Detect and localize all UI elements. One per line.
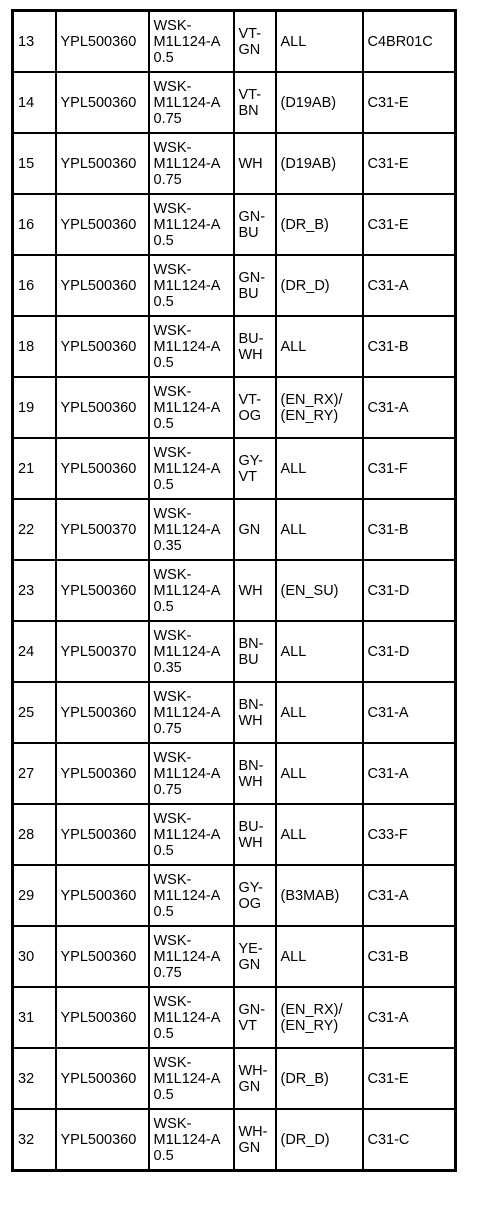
table-row — [13, 194, 456, 255]
part-number-cell: YPL500370 — [56, 499, 149, 560]
wire-spec-line: M1L124-A — [153, 33, 221, 50]
wire-spec-line: WSK- — [153, 17, 192, 34]
wire-spec-line: WSK- — [153, 871, 192, 888]
table-row — [13, 1048, 456, 1109]
variant-line: ALL — [280, 338, 307, 355]
wire-color-line: WH — [238, 582, 263, 599]
part-number-cell: YPL500360 — [56, 194, 149, 255]
wire-color-line: GY- — [238, 879, 263, 896]
wire-spec-cell — [149, 804, 234, 865]
wire-color-line: BU — [238, 285, 259, 302]
wire-spec-line: 0.5 — [153, 842, 174, 859]
row-number-cell: 21 — [13, 438, 56, 499]
wire-spec-line: 0.75 — [153, 171, 182, 188]
part-number-cell: YPL500360 — [56, 682, 149, 743]
variant-cell — [276, 1109, 363, 1171]
row-number-cell: 16 — [13, 194, 56, 255]
wire-spec-line: WSK- — [153, 688, 192, 705]
wire-color-line: WH- — [238, 1062, 268, 1079]
wire-color-cell — [234, 621, 276, 682]
wire-spec-line: 0.5 — [153, 293, 174, 310]
wire-spec-cell — [149, 194, 234, 255]
part-number-cell: YPL500360 — [56, 743, 149, 804]
row-number-cell: 30 — [13, 926, 56, 987]
table-body — [13, 11, 456, 1171]
connector-cell: C31-A — [363, 682, 456, 743]
table-row — [13, 133, 456, 194]
wire-color-cell — [234, 499, 276, 560]
wire-color-line: BU — [238, 224, 259, 241]
connector-cell: C31-E — [363, 72, 456, 133]
wire-color-line: WH — [238, 712, 263, 729]
part-number-cell: YPL500360 — [56, 255, 149, 316]
wire-spec-line: M1L124-A — [153, 826, 221, 843]
table-row — [13, 560, 456, 621]
wire-color-line: GN- — [238, 1001, 266, 1018]
variant-cell — [276, 255, 363, 316]
wire-spec-line: WSK- — [153, 139, 192, 156]
variant-line: (EN_RY) — [280, 1017, 339, 1034]
part-number-cell: YPL500360 — [56, 560, 149, 621]
connector-cell: C31-E — [363, 1048, 456, 1109]
wire-color-cell — [234, 377, 276, 438]
wire-color-cell — [234, 987, 276, 1048]
part-number-cell: YPL500360 — [56, 72, 149, 133]
connector-cell: C31-D — [363, 560, 456, 621]
row-number-cell: 29 — [13, 865, 56, 926]
wire-color-line: VT — [238, 1017, 258, 1034]
wire-spec-line: M1L124-A — [153, 1070, 221, 1087]
wire-spec-line: 0.75 — [153, 781, 182, 798]
connector-cell: C31-F — [363, 438, 456, 499]
table-row — [13, 804, 456, 865]
wire-color-line: OG — [238, 407, 262, 424]
wire-spec-line: 0.35 — [153, 659, 182, 676]
variant-cell — [276, 865, 363, 926]
variant-line: ALL — [280, 521, 307, 538]
wire-color-cell — [234, 743, 276, 804]
variant-cell — [276, 804, 363, 865]
variant-cell — [276, 926, 363, 987]
wire-spec-line: 0.5 — [153, 1147, 174, 1164]
wire-spec-cell — [149, 255, 234, 316]
row-number-cell: 22 — [13, 499, 56, 560]
wire-color-line: YE- — [238, 940, 263, 957]
wire-spec-cell — [149, 560, 234, 621]
connector-cell: C33-F — [363, 804, 456, 865]
wire-spec-line: 0.5 — [153, 49, 174, 66]
table-row — [13, 499, 456, 560]
wire-spec-line: M1L124-A — [153, 643, 221, 660]
wire-list-table — [11, 9, 457, 1172]
wire-color-cell — [234, 316, 276, 377]
wire-spec-line: WSK- — [153, 444, 192, 461]
connector-cell: C31-E — [363, 133, 456, 194]
table-row — [13, 987, 456, 1048]
wire-spec-cell — [149, 377, 234, 438]
part-number-cell: YPL500370 — [56, 621, 149, 682]
connector-cell: C31-B — [363, 316, 456, 377]
wire-color-line: GN — [238, 1139, 261, 1156]
part-number-cell: YPL500360 — [56, 987, 149, 1048]
table-row — [13, 743, 456, 804]
wire-color-line: BN- — [238, 635, 264, 652]
wire-spec-cell — [149, 499, 234, 560]
row-number-cell: 25 — [13, 682, 56, 743]
wire-spec-line: WSK- — [153, 505, 192, 522]
row-number-cell: 23 — [13, 560, 56, 621]
table-row — [13, 72, 456, 133]
wire-spec-line: WSK- — [153, 627, 192, 644]
variant-line: (EN_RY) — [280, 407, 339, 424]
wire-spec-cell — [149, 926, 234, 987]
wire-color-line: BN- — [238, 696, 264, 713]
table-row — [13, 255, 456, 316]
wire-color-cell — [234, 804, 276, 865]
wire-color-cell — [234, 194, 276, 255]
variant-line: (DR_B) — [280, 216, 329, 233]
wire-spec-line: M1L124-A — [153, 277, 221, 294]
variant-line: (D19AB) — [280, 155, 337, 172]
wire-spec-line: WSK- — [153, 1054, 192, 1071]
part-number-cell: YPL500360 — [56, 1048, 149, 1109]
variant-cell — [276, 438, 363, 499]
row-number-cell: 15 — [13, 133, 56, 194]
variant-line: (DR_D) — [280, 1131, 330, 1148]
wire-spec-cell — [149, 1109, 234, 1171]
row-number-cell: 13 — [13, 11, 56, 73]
wire-spec-line: 0.5 — [153, 476, 174, 493]
variant-cell — [276, 11, 363, 73]
wire-spec-line: 0.75 — [153, 110, 182, 127]
wire-color-line: VT — [238, 468, 258, 485]
wire-color-line: VT- — [238, 86, 262, 103]
part-number-cell: YPL500360 — [56, 316, 149, 377]
wire-color-line: BU- — [238, 330, 264, 347]
wire-spec-line: M1L124-A — [153, 399, 221, 416]
variant-line: ALL — [280, 765, 307, 782]
wire-spec-line: M1L124-A — [153, 155, 221, 172]
wire-color-line: BU — [238, 651, 259, 668]
row-number-cell: 31 — [13, 987, 56, 1048]
wire-color-line: OG — [238, 895, 262, 912]
row-number-cell: 28 — [13, 804, 56, 865]
row-number-cell: 24 — [13, 621, 56, 682]
wire-color-line: GY- — [238, 452, 263, 469]
wire-color-cell — [234, 438, 276, 499]
connector-cell: C4BR01C — [363, 11, 456, 73]
wire-color-cell — [234, 11, 276, 73]
variant-cell — [276, 621, 363, 682]
wire-color-line: WH — [238, 346, 263, 363]
wire-spec-line: M1L124-A — [153, 948, 221, 965]
wire-spec-line: 0.5 — [153, 903, 174, 920]
wire-spec-line: M1L124-A — [153, 765, 221, 782]
wire-color-line: WH — [238, 155, 263, 172]
variant-cell — [276, 1048, 363, 1109]
wire-spec-line: WSK- — [153, 1115, 192, 1132]
row-number-cell: 16 — [13, 255, 56, 316]
wire-spec-cell — [149, 316, 234, 377]
wire-spec-line: WSK- — [153, 78, 192, 95]
variant-line: ALL — [280, 704, 307, 721]
wire-spec-line: WSK- — [153, 383, 192, 400]
wire-color-line: GN- — [238, 269, 266, 286]
wire-spec-cell — [149, 865, 234, 926]
row-number-cell: 19 — [13, 377, 56, 438]
variant-line: ALL — [280, 460, 307, 477]
variant-cell — [276, 987, 363, 1048]
wire-color-cell — [234, 560, 276, 621]
row-number-cell: 18 — [13, 316, 56, 377]
table-row — [13, 316, 456, 377]
wire-color-line: GN — [238, 41, 261, 58]
wire-color-line: GN — [238, 956, 261, 973]
wire-spec-line: 0.5 — [153, 415, 174, 432]
table-row — [13, 621, 456, 682]
variant-cell — [276, 194, 363, 255]
variant-cell — [276, 743, 363, 804]
wire-spec-line: M1L124-A — [153, 704, 221, 721]
variant-cell — [276, 560, 363, 621]
wire-color-cell — [234, 133, 276, 194]
wire-color-line: BN- — [238, 757, 264, 774]
wire-color-line: GN — [238, 1078, 261, 1095]
wire-color-line: BU- — [238, 818, 264, 835]
part-number-cell: YPL500360 — [56, 377, 149, 438]
variant-cell — [276, 133, 363, 194]
wire-spec-line: 0.5 — [153, 1025, 174, 1042]
wire-spec-line: WSK- — [153, 261, 192, 278]
wire-spec-cell — [149, 743, 234, 804]
wire-color-line: GN — [238, 521, 261, 538]
connector-cell: C31-A — [363, 255, 456, 316]
row-number-cell: 32 — [13, 1048, 56, 1109]
wire-spec-line: M1L124-A — [153, 216, 221, 233]
part-number-cell: YPL500360 — [56, 11, 149, 73]
wire-spec-line: M1L124-A — [153, 1131, 221, 1148]
wire-color-line: WH- — [238, 1123, 268, 1140]
variant-line: ALL — [280, 948, 307, 965]
variant-line: (EN_RX)/ — [280, 1001, 343, 1018]
variant-cell — [276, 682, 363, 743]
wire-spec-line: WSK- — [153, 322, 192, 339]
wire-spec-cell — [149, 438, 234, 499]
wire-spec-cell — [149, 621, 234, 682]
connector-cell: C31-B — [363, 499, 456, 560]
connector-cell: C31-C — [363, 1109, 456, 1171]
wire-spec-line: M1L124-A — [153, 887, 221, 904]
wire-spec-line: M1L124-A — [153, 94, 221, 111]
wire-spec-line: WSK- — [153, 810, 192, 827]
wire-spec-line: 0.5 — [153, 1086, 174, 1103]
part-number-cell: YPL500360 — [56, 1109, 149, 1171]
wire-color-cell — [234, 682, 276, 743]
connector-cell: C31-A — [363, 377, 456, 438]
wire-spec-cell — [149, 11, 234, 73]
variant-line: (EN_RX)/ — [280, 391, 343, 408]
variant-cell — [276, 499, 363, 560]
wire-spec-line: WSK- — [153, 993, 192, 1010]
wire-spec-cell — [149, 1048, 234, 1109]
wire-spec-line: M1L124-A — [153, 460, 221, 477]
connector-cell: C31-A — [363, 987, 456, 1048]
wire-spec-cell — [149, 72, 234, 133]
variant-line: (EN_SU) — [280, 582, 339, 599]
connector-cell: C31-B — [363, 926, 456, 987]
wire-color-cell — [234, 926, 276, 987]
part-number-cell: YPL500360 — [56, 865, 149, 926]
wire-color-cell — [234, 1109, 276, 1171]
wire-spec-line: WSK- — [153, 200, 192, 217]
wire-color-cell — [234, 255, 276, 316]
wire-spec-cell — [149, 987, 234, 1048]
wire-spec-line: M1L124-A — [153, 338, 221, 355]
part-number-cell: YPL500360 — [56, 926, 149, 987]
table-row — [13, 377, 456, 438]
wire-spec-line: WSK- — [153, 566, 192, 583]
wire-spec-line: 0.5 — [153, 598, 174, 615]
variant-line: (D19AB) — [280, 94, 337, 111]
table-row — [13, 11, 456, 73]
variant-cell — [276, 316, 363, 377]
wire-color-line: VT- — [238, 391, 262, 408]
row-number-cell: 27 — [13, 743, 56, 804]
part-number-cell: YPL500360 — [56, 133, 149, 194]
wire-spec-line: 0.5 — [153, 354, 174, 371]
wire-spec-line: WSK- — [153, 749, 192, 766]
variant-line: ALL — [280, 33, 307, 50]
wire-spec-line: WSK- — [153, 932, 192, 949]
wire-color-line: VT- — [238, 25, 262, 42]
wire-spec-line: M1L124-A — [153, 521, 221, 538]
table-row — [13, 438, 456, 499]
variant-line: (B3MAB) — [280, 887, 340, 904]
wire-color-line: WH — [238, 773, 263, 790]
wire-spec-line: M1L124-A — [153, 582, 221, 599]
part-number-cell: YPL500360 — [56, 438, 149, 499]
wire-color-line: WH — [238, 834, 263, 851]
table-row — [13, 926, 456, 987]
table-row — [13, 1109, 456, 1171]
connector-cell: C31-A — [363, 865, 456, 926]
wire-spec-line: 0.5 — [153, 232, 174, 249]
variant-line: ALL — [280, 643, 307, 660]
wire-spec-cell — [149, 682, 234, 743]
connector-cell: C31-E — [363, 194, 456, 255]
variant-cell — [276, 377, 363, 438]
wire-spec-line: M1L124-A — [153, 1009, 221, 1026]
wire-color-cell — [234, 865, 276, 926]
variant-line: (DR_B) — [280, 1070, 329, 1087]
wire-spec-line: 0.35 — [153, 537, 182, 554]
part-number-cell: YPL500360 — [56, 804, 149, 865]
row-number-cell: 14 — [13, 72, 56, 133]
wire-spec-line: 0.75 — [153, 964, 182, 981]
wire-color-line: BN — [238, 102, 259, 119]
connector-cell: C31-A — [363, 743, 456, 804]
wire-spec-line: 0.75 — [153, 720, 182, 737]
wire-color-cell — [234, 72, 276, 133]
table-row — [13, 682, 456, 743]
variant-line: ALL — [280, 826, 307, 843]
variant-line: (DR_D) — [280, 277, 330, 294]
table-row — [13, 865, 456, 926]
row-number-cell: 32 — [13, 1109, 56, 1171]
connector-cell: C31-D — [363, 621, 456, 682]
variant-cell — [276, 72, 363, 133]
wire-color-line: GN- — [238, 208, 266, 225]
wire-spec-cell — [149, 133, 234, 194]
wire-color-cell — [234, 1048, 276, 1109]
